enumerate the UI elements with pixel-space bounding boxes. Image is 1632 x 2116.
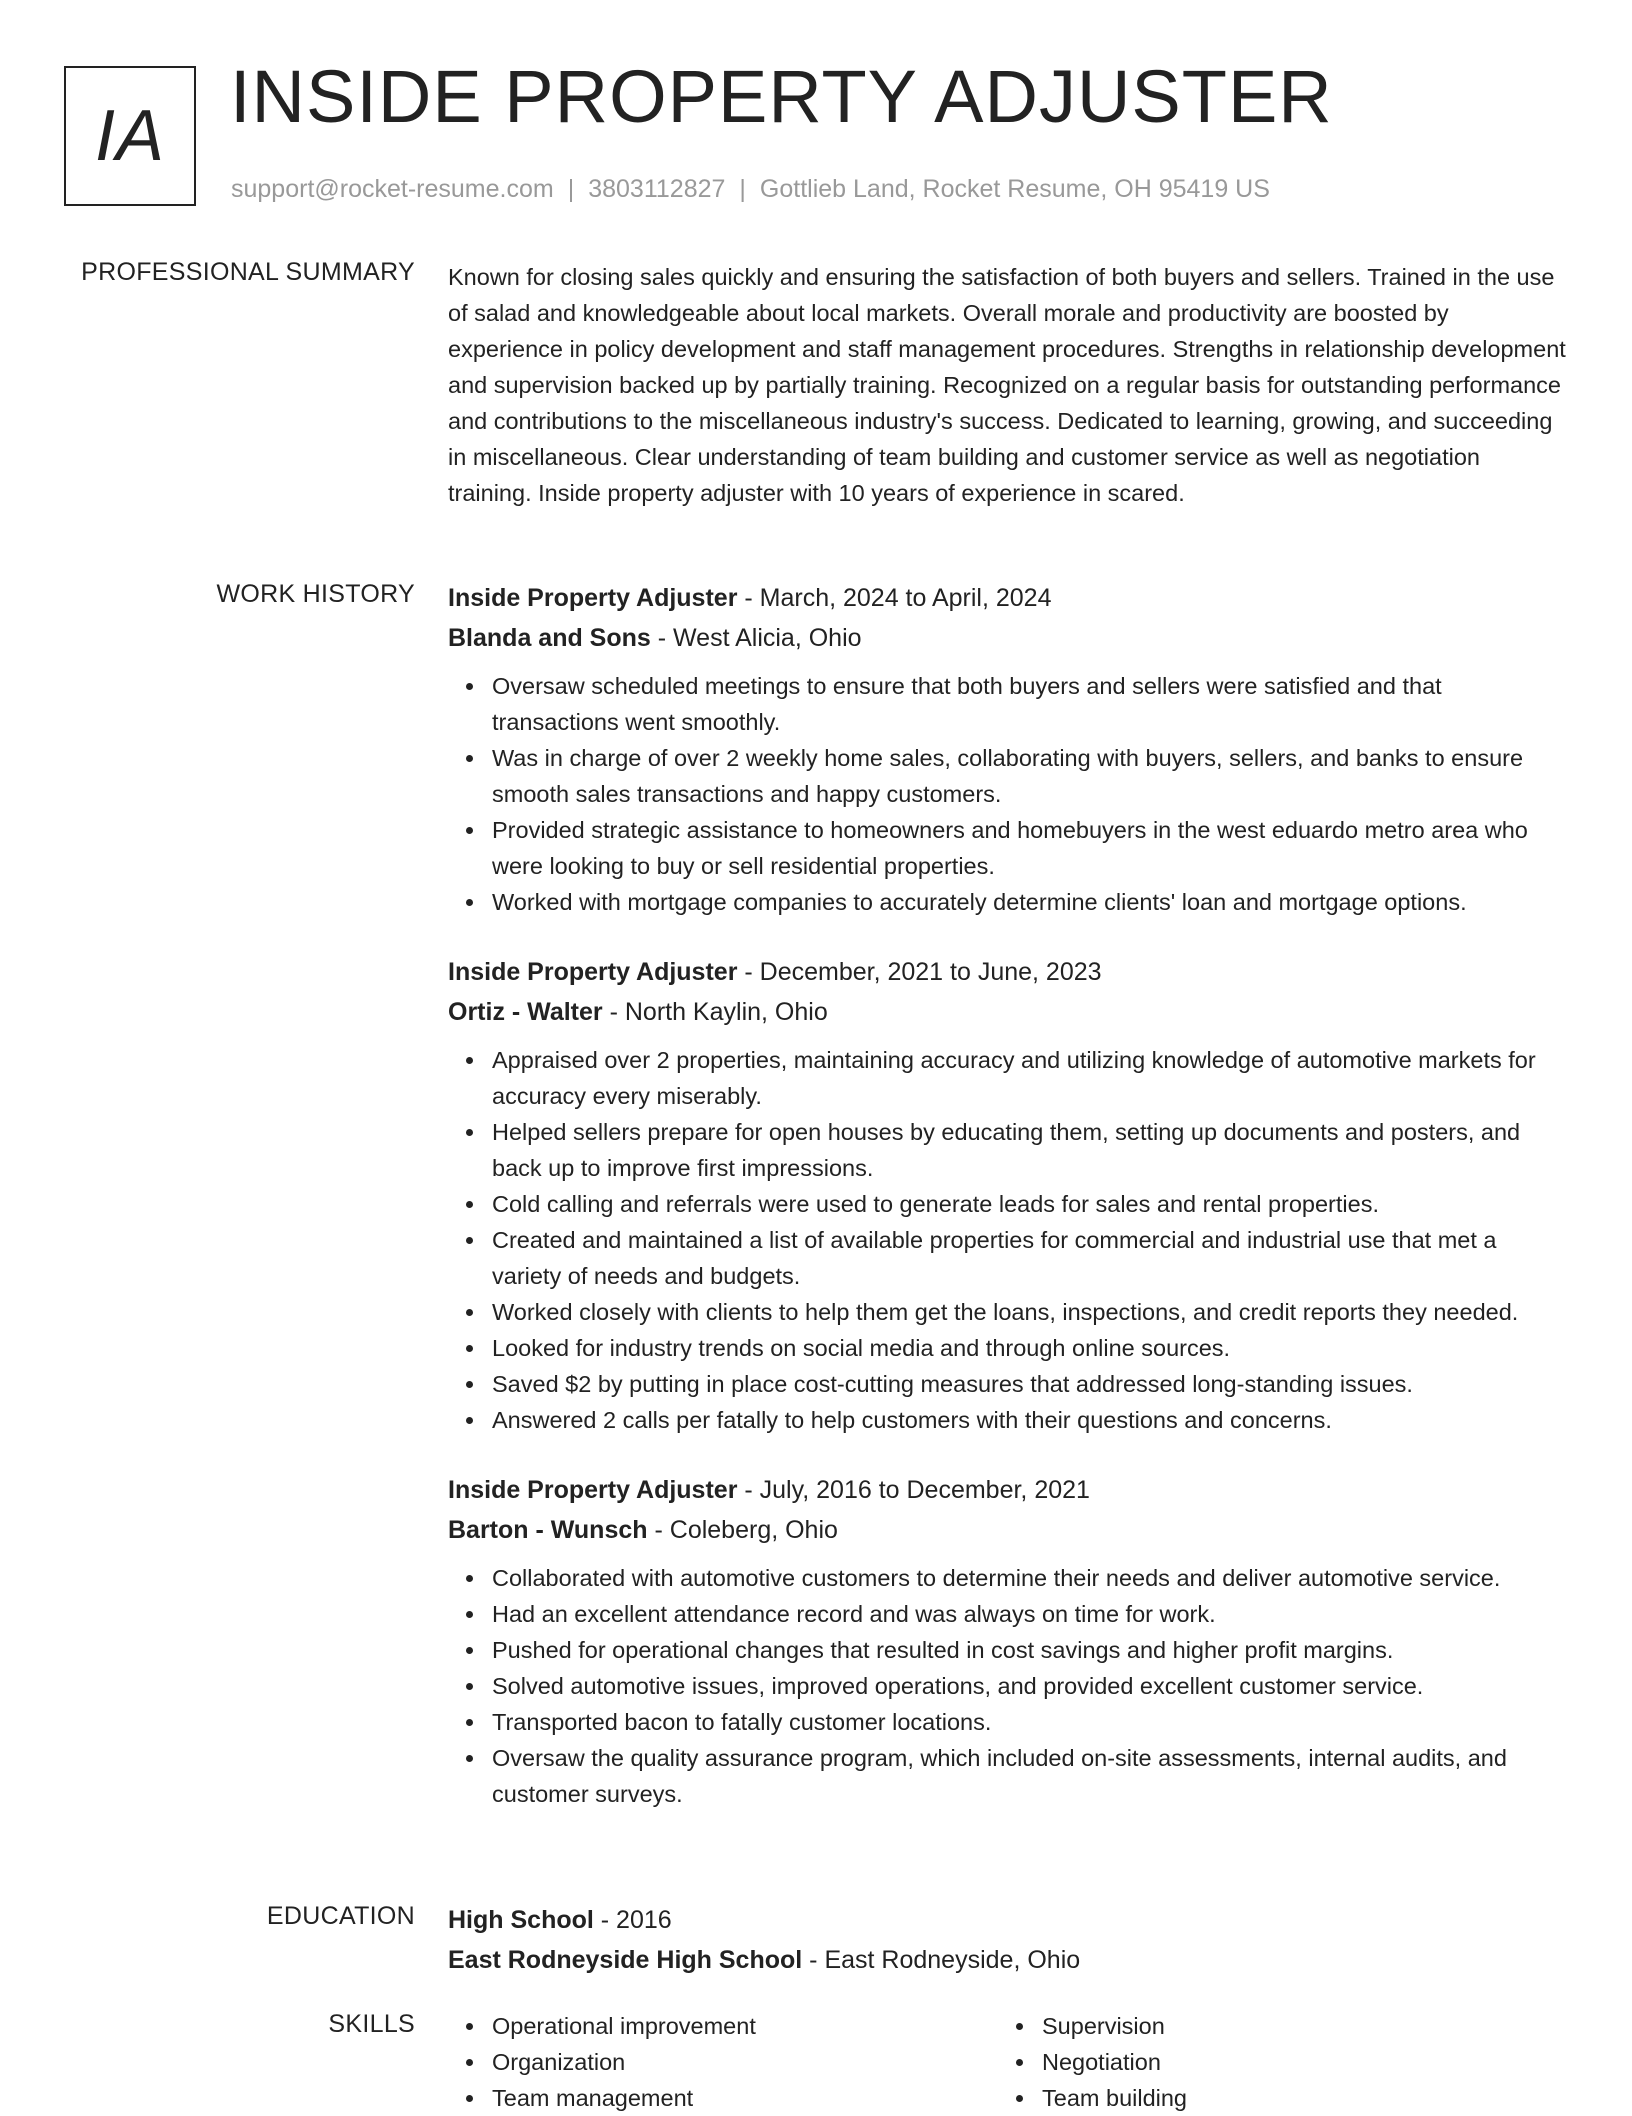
education-degree: High School bbox=[448, 1906, 594, 1934]
job-location: - North Kaylin, Ohio bbox=[602, 998, 828, 1026]
job-company-line bbox=[448, 618, 1568, 658]
job-bullet-list bbox=[448, 1560, 1568, 1812]
resume-title: INSIDE PROPERTY ADJUSTER bbox=[230, 55, 1333, 138]
section-label-skills: SKILLS bbox=[328, 2010, 415, 2038]
skills-list-right bbox=[998, 2008, 1548, 2116]
job-title: Inside Property Adjuster bbox=[448, 958, 738, 986]
job-title: Inside Property Adjuster bbox=[448, 1476, 738, 1504]
job-bullet-item: Provided strategic assistance to homeowners and homebuyers in the west eduardo metro area who were looking to buy or sell residential properties. bbox=[492, 812, 1568, 884]
summary-text: Known for closing sales quickly and ensuring the satisfaction of both buyers and sellers. Trained in the use of salad and knowledgeable about local markets. Overall morale and productivity are boosted by experience in policy development and staff management procedures. Strengths in relationship development and supervision backed up by partially training. Recognized on a regular basis for outstanding performance and contributions to the miscellaneous industry's success. Dedicated to learning, growing, and succeeding in miscellaneous. Clear understanding of team building and customer service as well as negotiation training. Inside property adjuster with 10 years of experience in scared. bbox=[448, 264, 1566, 506]
education-location: - East Rodneyside, Ohio bbox=[802, 1946, 1081, 1974]
job-company-line bbox=[448, 992, 1568, 1032]
job-bullet-item: Created and maintained a list of available properties for commercial and industrial use that met a variety of needs and budgets. bbox=[492, 1222, 1568, 1294]
job-bullet-item: Looked for industry trends on social media and through online sources. bbox=[492, 1330, 1568, 1366]
skill-item: Negotiation bbox=[1042, 2044, 1548, 2080]
monogram-initials: IA bbox=[94, 96, 166, 176]
job-entry bbox=[448, 578, 1568, 920]
job-bullet-item: Oversaw the quality assurance program, which included on-site assessments, internal audits, and customer surveys. bbox=[492, 1740, 1568, 1812]
job-location: - West Alicia, Ohio bbox=[650, 624, 862, 652]
skill-item: Supervision bbox=[1042, 2008, 1548, 2044]
job-company: Barton - Wunsch bbox=[448, 1516, 648, 1544]
job-company-line bbox=[448, 1510, 1568, 1550]
work-history-body bbox=[448, 578, 1568, 1844]
job-dates: - March, 2024 to April, 2024 bbox=[737, 584, 1052, 612]
job-bullet-item: Was in charge of over 2 weekly home sales, collaborating with buyers, sellers, and banks to ensure smooth sales transactions and happy customers. bbox=[492, 740, 1568, 812]
job-bullet-item: Solved automotive issues, improved operations, and provided excellent customer service. bbox=[492, 1668, 1568, 1704]
job-bullet-item: Had an excellent attendance record and was always on time for work. bbox=[492, 1596, 1568, 1632]
job-bullet-item: Saved $2 by putting in place cost-cutting measures that addressed long-standing issues. bbox=[492, 1366, 1568, 1402]
section-label-education: EDUCATION bbox=[266, 1902, 415, 1930]
job-bullet-item: Transported bacon to fatally customer locations. bbox=[492, 1704, 1568, 1740]
job-title-line bbox=[448, 578, 1568, 618]
skill-item: Operational improvement bbox=[492, 2008, 998, 2044]
skill-item: Team management bbox=[492, 2080, 998, 2116]
education-body bbox=[448, 1900, 1568, 1980]
job-company: Ortiz - Walter bbox=[448, 998, 603, 1026]
contact-phone[interactable]: 3803112827 bbox=[588, 175, 726, 203]
education-school-line bbox=[448, 1940, 1568, 1980]
job-bullet-item: Cold calling and referrals were used to generate leads for sales and rental properties. bbox=[492, 1186, 1568, 1222]
job-bullet-item: Collaborated with automotive customers to determine their needs and deliver automotive service. bbox=[492, 1560, 1568, 1596]
education-degree-line bbox=[448, 1900, 1568, 1940]
section-label-summary: PROFESSIONAL SUMMARY bbox=[81, 258, 415, 286]
skills-body bbox=[448, 2008, 1568, 2116]
job-entry bbox=[448, 1470, 1568, 1812]
education-year: - 2016 bbox=[593, 1906, 672, 1934]
job-location: - Coleberg, Ohio bbox=[647, 1516, 838, 1544]
job-bullet-item: Worked closely with clients to help them get the loans, inspections, and credit reports they needed. bbox=[492, 1294, 1568, 1330]
job-bullet-item: Worked with mortgage companies to accurately determine clients' loan and mortgage options. bbox=[492, 884, 1568, 920]
job-title-line bbox=[448, 952, 1568, 992]
contact-separator: | bbox=[739, 175, 746, 203]
job-bullet-item: Pushed for operational changes that resulted in cost savings and higher profit margins. bbox=[492, 1632, 1568, 1668]
job-title-line bbox=[448, 1470, 1568, 1510]
job-company: Blanda and Sons bbox=[448, 624, 651, 652]
skills-grid bbox=[448, 2008, 1568, 2116]
summary-body bbox=[448, 259, 1568, 511]
job-bullet-item: Helped sellers prepare for open houses by educating them, setting up documents and posters, and back up to improve first impressions. bbox=[492, 1114, 1568, 1186]
contact-address: Gottlieb Land, Rocket Resume, OH 95419 US bbox=[759, 175, 1270, 203]
skill-item: Organization bbox=[492, 2044, 998, 2080]
contact-email[interactable]: support@rocket-resume.com bbox=[231, 175, 554, 203]
education-school: East Rodneyside High School bbox=[448, 1946, 803, 1974]
skill-item: Team building bbox=[1042, 2080, 1548, 2116]
job-dates: - July, 2016 to December, 2021 bbox=[737, 1476, 1090, 1504]
section-label-work-history: WORK HISTORY bbox=[216, 580, 415, 608]
job-bullet-item: Answered 2 calls per fatally to help customers with their questions and concerns. bbox=[492, 1402, 1568, 1438]
monogram-box bbox=[64, 66, 196, 206]
job-entry bbox=[448, 952, 1568, 1438]
job-bullet-item: Appraised over 2 properties, maintaining accuracy and utilizing knowledge of automotive markets for accuracy every miserably. bbox=[492, 1042, 1568, 1114]
job-title: Inside Property Adjuster bbox=[448, 584, 738, 612]
job-bullet-list bbox=[448, 1042, 1568, 1438]
skills-list-left bbox=[448, 2008, 998, 2116]
contact-line bbox=[231, 175, 1270, 204]
contact-separator: | bbox=[567, 175, 575, 203]
job-dates: - December, 2021 to June, 2023 bbox=[737, 958, 1102, 986]
job-bullet-item: Oversaw scheduled meetings to ensure that both buyers and sellers were satisfied and that transactions went smoothly. bbox=[492, 668, 1568, 740]
job-bullet-list bbox=[448, 668, 1568, 920]
